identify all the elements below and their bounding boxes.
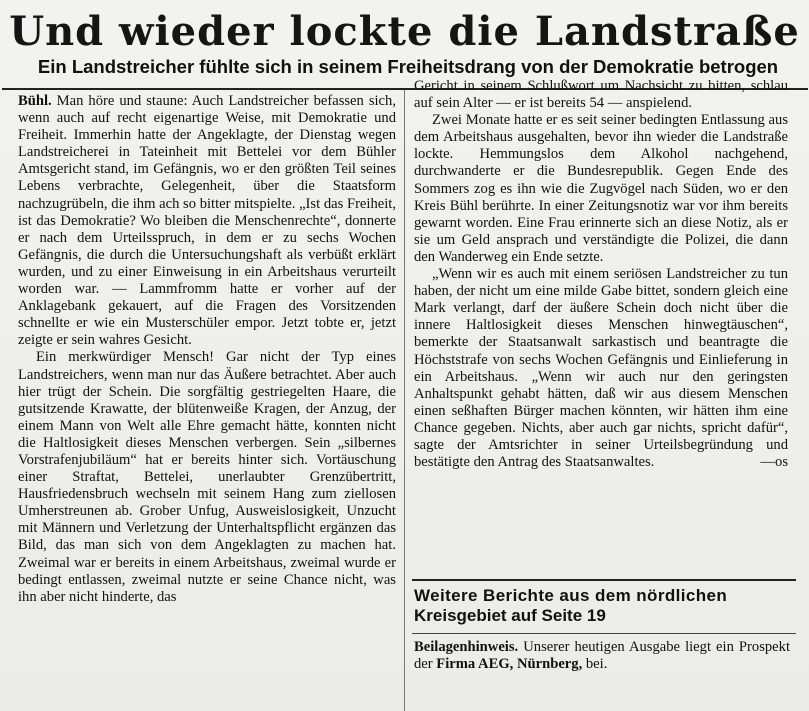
headline: Und wieder lockte die Landstraße [9,8,800,55]
article-paragraph [414,266,788,471]
left-column [18,93,396,606]
insert-text-end: bei. [582,656,608,673]
notice-rule-bottom [412,633,796,634]
more-reports-notice [414,586,792,626]
right-column [414,78,788,471]
article-paragraph: Ein merkwürdiger Mensch! Gar nicht der Typ eines Landstreichers, wenn man nur das Äußere betrachtet. Aber auch hier trügt der Schein. Die sorgfältig gestriegelten Haare, die gutsitzende Krawatte, der blütenweiße Kragen, der Anzug, der einem Mann von Welt alle Ehre gemacht hätte, konnten nicht die Haltlosigkeit dieses Menschen verbergen. Sein „silbernes Vorstrafenjubiläum“ hat er bereits hinter sich. Vortäuschung einer Straftat, Bettelei, unerlaubter Grenzübertritt, Hausfriedensbruch wechseln mit seinem Hang zum ziellosen Umherstreunen ab. Grober Unfug, Ausweislosigkeit, Unzucht mit Männern und Verletzung der Unterhaltspflicht ergänzen das Bild, das man sich von dem Angeklagten zu machen hat. Zweimal war er bereits in einem Arbeitshaus, zweimal wurde er bedingt entlassen, zweimal nutzte er seine Chance nicht, was ihn aber nicht hinderte, das [18,349,396,605]
dateline: Bühl. [18,93,52,109]
insert-text: Unserer heutigen Ausgabe liegt ein Prospekt der [414,639,790,673]
more-reports-line2: Kreisgebiet auf Seite 19 [414,606,606,625]
article-paragraph: Zwei Monate hatte er es seit seiner bedingten Entlassung aus dem Arbeitshaus ausgehalten, bevor ihn wieder die Landstraße lockte. Hemmungslos dem Alkohol nachgehend, durchwanderte er die Bundesrepublik. Gegen Ende des Sommers zog es ihn wie die Zugvögel nach Süden, wo er den Kreis Bühl berührte. In einer Zeitungsnotiz war vor ihm bereits gewarnt worden. Eine Frau erinnerte sich an diese Notiz, als er sie um Geld ansprach und verständigte die Polizei, die dann den Wanderweg ein Ende setzte. [414,112,788,265]
more-reports-line1: Weitere Berichte aus dem nördlichen [414,586,728,605]
insert-firm: Firma AEG, Nürnberg, [436,656,583,673]
insert-lead: Beilagenhinweis. [414,639,519,655]
paragraph-text: „Wenn wir es auch mit einem seriösen Landstreicher zu tun haben, der nicht um eine milde Gabe bittet, sondern gleich eine Mark verlangt, darf der äußere Schein doch nicht über die innere Haltlosigkeit dieses Menschen hinwegtäuschen“, bemerkte der Staatsanwalt sarkastisch und beantragte die Höchststrafe von sechs Wochen Gefängnis und Einlieferung in ein Arbeitshaus. „Wenn wir auch nur den geringsten Anhaltspunkt gehabt hätten, daß wir aus diesem Menschen einen seßhaften Bürger machen könnten, wir hätten ihm eine Chance gegeben. Nichts, aber auch gar nichts, spricht dafür“, sagte der Amtsrichter in seiner Urteilsbegründung und bestätigte den Antrag des Staatsanwaltes. [414,266,788,471]
insert-notice [414,639,790,673]
paragraph-text: Man höre und staune: Auch Landstreicher befassen sich, wenn auch auf recht eigenartige Weise, mit Demokratie und Freiheit. Immerhin hatte der Angeklagte, der Dienstag wegen Landstreicherei in Tateinheit mit Bettelei vor dem Bühler Amtsgericht stand, im Gefängnis, wo er den größten Teil seines Lebens verbrachte, Gelegenheit, über die Staatsform nachzugrübeln, die ihm ach so bitter mitspielte. „Ist das Freiheit, ist das Demokratie? Wo bleiben die Menschenrechte“, donnerte er nach dem Urteilsspruch, in dem er zu sechs Wochen Gefängnis, die durch die Untersuchungshaft als verbüßt erklärt wurden, und zu einer Einweisung in ein Arbeitshaus verurteilt worden war. — Lammfromm hatte er vorher auf der Anklagebank gekauert, auf die Fragen des Vorsitzenden schnellte er wie ein Musterschüler empor. Jetzt tobte er, jetzt zeigte er sein wahres Gesicht. [18,93,396,349]
subheadline: Ein Landstreicher fühlte sich in seinem Freiheitsdrang von der Demokratie betrogen [37,56,779,77]
notice-rule-top [412,579,796,581]
article-paragraph: Gericht in seinem Schlußwort um Nachsicht zu bitten, schlau auf sein Alter — er ist bereits 54 — anspielend. [414,78,788,112]
author-signature: —os [760,454,788,471]
column-divider [404,90,405,711]
article-paragraph [18,93,396,349]
